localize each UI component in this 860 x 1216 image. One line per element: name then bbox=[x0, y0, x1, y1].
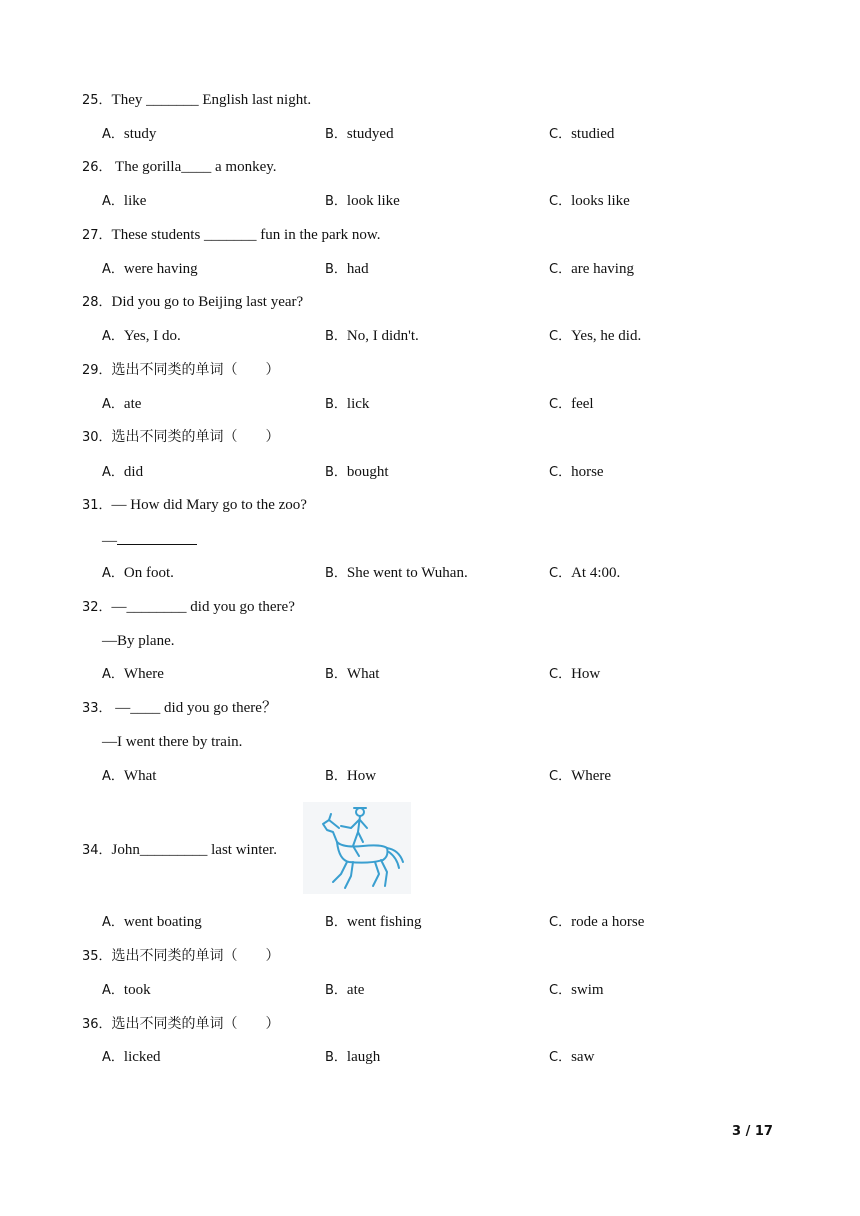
answer-line: —I went there by train. bbox=[102, 734, 243, 750]
question-33 bbox=[82, 698, 277, 719]
options-30 bbox=[102, 462, 802, 482]
page-number: 3 / 17 bbox=[732, 1124, 773, 1139]
option-a[interactable]: A．Where bbox=[102, 666, 164, 682]
question-29 bbox=[82, 360, 280, 381]
option-a[interactable]: A．took bbox=[102, 982, 151, 998]
option-c[interactable]: C．Where bbox=[549, 768, 612, 784]
option-a[interactable]: A．On foot. bbox=[102, 565, 174, 581]
option-c[interactable]: C．studied bbox=[549, 126, 615, 142]
option-a[interactable]: A．What bbox=[102, 768, 157, 784]
option-a[interactable]: A．licked bbox=[102, 1049, 161, 1065]
option-b[interactable]: B．studyed bbox=[325, 126, 394, 142]
options-27 bbox=[102, 259, 802, 279]
question-36 bbox=[82, 1014, 280, 1035]
question-stem: These students _______ fun in the park now. bbox=[111, 227, 381, 243]
option-b[interactable]: B．laugh bbox=[325, 1049, 381, 1065]
question-stem: 选出不同类的单词（ ） bbox=[111, 362, 280, 378]
option-b[interactable]: B．What bbox=[325, 666, 380, 682]
option-c[interactable]: C．looks like bbox=[549, 193, 630, 209]
option-b[interactable]: B．had bbox=[325, 261, 369, 277]
question-27 bbox=[82, 225, 381, 246]
option-c[interactable]: C．feel bbox=[549, 396, 594, 412]
option-b[interactable]: B．No, I didn't. bbox=[325, 328, 419, 344]
answer-line: —By plane. bbox=[102, 633, 175, 649]
question-stem: Did you go to Beijing last year? bbox=[111, 294, 304, 310]
question-number: 31． bbox=[82, 498, 112, 513]
option-c[interactable]: C．rode a horse bbox=[549, 914, 645, 930]
options-28 bbox=[102, 326, 802, 346]
question-number: 34． bbox=[82, 843, 112, 858]
options-31 bbox=[102, 563, 802, 583]
options-34 bbox=[102, 912, 802, 932]
answer-blank[interactable] bbox=[117, 530, 197, 545]
option-a[interactable]: A．like bbox=[102, 193, 147, 209]
horse-rider-illustration bbox=[303, 802, 411, 894]
options-26 bbox=[102, 191, 802, 211]
option-b[interactable]: B．lick bbox=[325, 396, 370, 412]
option-b[interactable]: B．bought bbox=[325, 464, 389, 480]
option-a[interactable]: A．ate bbox=[102, 396, 142, 412]
question-number: 35． bbox=[82, 949, 112, 964]
option-a[interactable]: A．did bbox=[102, 464, 144, 480]
question-number: 27． bbox=[82, 228, 112, 243]
options-25 bbox=[102, 124, 802, 144]
question-number: 30． bbox=[82, 430, 112, 445]
question-stem: John_________ last winter. bbox=[111, 842, 277, 858]
question-stem: —____ did you go there？ bbox=[111, 700, 277, 716]
options-35 bbox=[102, 980, 802, 1000]
question-stem: 选出不同类的单词（ ） bbox=[111, 1016, 280, 1032]
option-a[interactable]: A．study bbox=[102, 126, 157, 142]
option-a[interactable]: A．Yes, I do. bbox=[102, 328, 181, 344]
option-b[interactable]: B．How bbox=[325, 768, 377, 784]
option-a[interactable]: A．were having bbox=[102, 261, 198, 277]
question-stem: 选出不同类的单词（ ） bbox=[111, 429, 280, 445]
question-30 bbox=[82, 427, 280, 448]
question-stem: — How did Mary go to the zoo? bbox=[111, 497, 307, 513]
option-c[interactable]: C．horse bbox=[549, 464, 604, 480]
question-number: 29． bbox=[82, 363, 112, 378]
question-34 bbox=[82, 840, 277, 861]
question-number: 26． bbox=[82, 160, 112, 175]
question-28 bbox=[82, 292, 303, 313]
option-c[interactable]: C．How bbox=[549, 666, 601, 682]
option-b[interactable]: B．look like bbox=[325, 193, 400, 209]
options-32 bbox=[102, 664, 802, 684]
question-32 bbox=[82, 597, 295, 618]
question-35 bbox=[82, 946, 280, 967]
option-c[interactable]: C．At 4:00. bbox=[549, 565, 621, 581]
question-25 bbox=[82, 90, 311, 111]
options-29 bbox=[102, 394, 802, 414]
option-c[interactable]: C．Yes, he did. bbox=[549, 328, 642, 344]
question-26 bbox=[82, 157, 277, 178]
option-c[interactable]: C．saw bbox=[549, 1049, 595, 1065]
question-number: 33． bbox=[82, 701, 112, 716]
options-33 bbox=[102, 766, 802, 786]
option-c[interactable]: C．swim bbox=[549, 982, 604, 998]
question-number: 25． bbox=[82, 93, 112, 108]
option-b[interactable]: B．ate bbox=[325, 982, 365, 998]
question-stem: They _______ English last night. bbox=[111, 92, 312, 108]
option-a[interactable]: A．went boating bbox=[102, 914, 202, 930]
question-stem: —________ did you go there? bbox=[111, 599, 295, 615]
question-stem: 选出不同类的单词（ ） bbox=[111, 948, 280, 964]
question-number: 32． bbox=[82, 600, 112, 615]
option-c[interactable]: C．are having bbox=[549, 261, 634, 277]
question-number: 36． bbox=[82, 1017, 112, 1032]
answer-line: — bbox=[102, 530, 197, 551]
question-stem: The gorilla____ a monkey. bbox=[111, 159, 277, 175]
option-b[interactable]: B．She went to Wuhan. bbox=[325, 565, 468, 581]
options-36 bbox=[102, 1047, 802, 1067]
option-b[interactable]: B．went fishing bbox=[325, 914, 422, 930]
question-number: 28． bbox=[82, 295, 112, 310]
question-31 bbox=[82, 495, 307, 516]
